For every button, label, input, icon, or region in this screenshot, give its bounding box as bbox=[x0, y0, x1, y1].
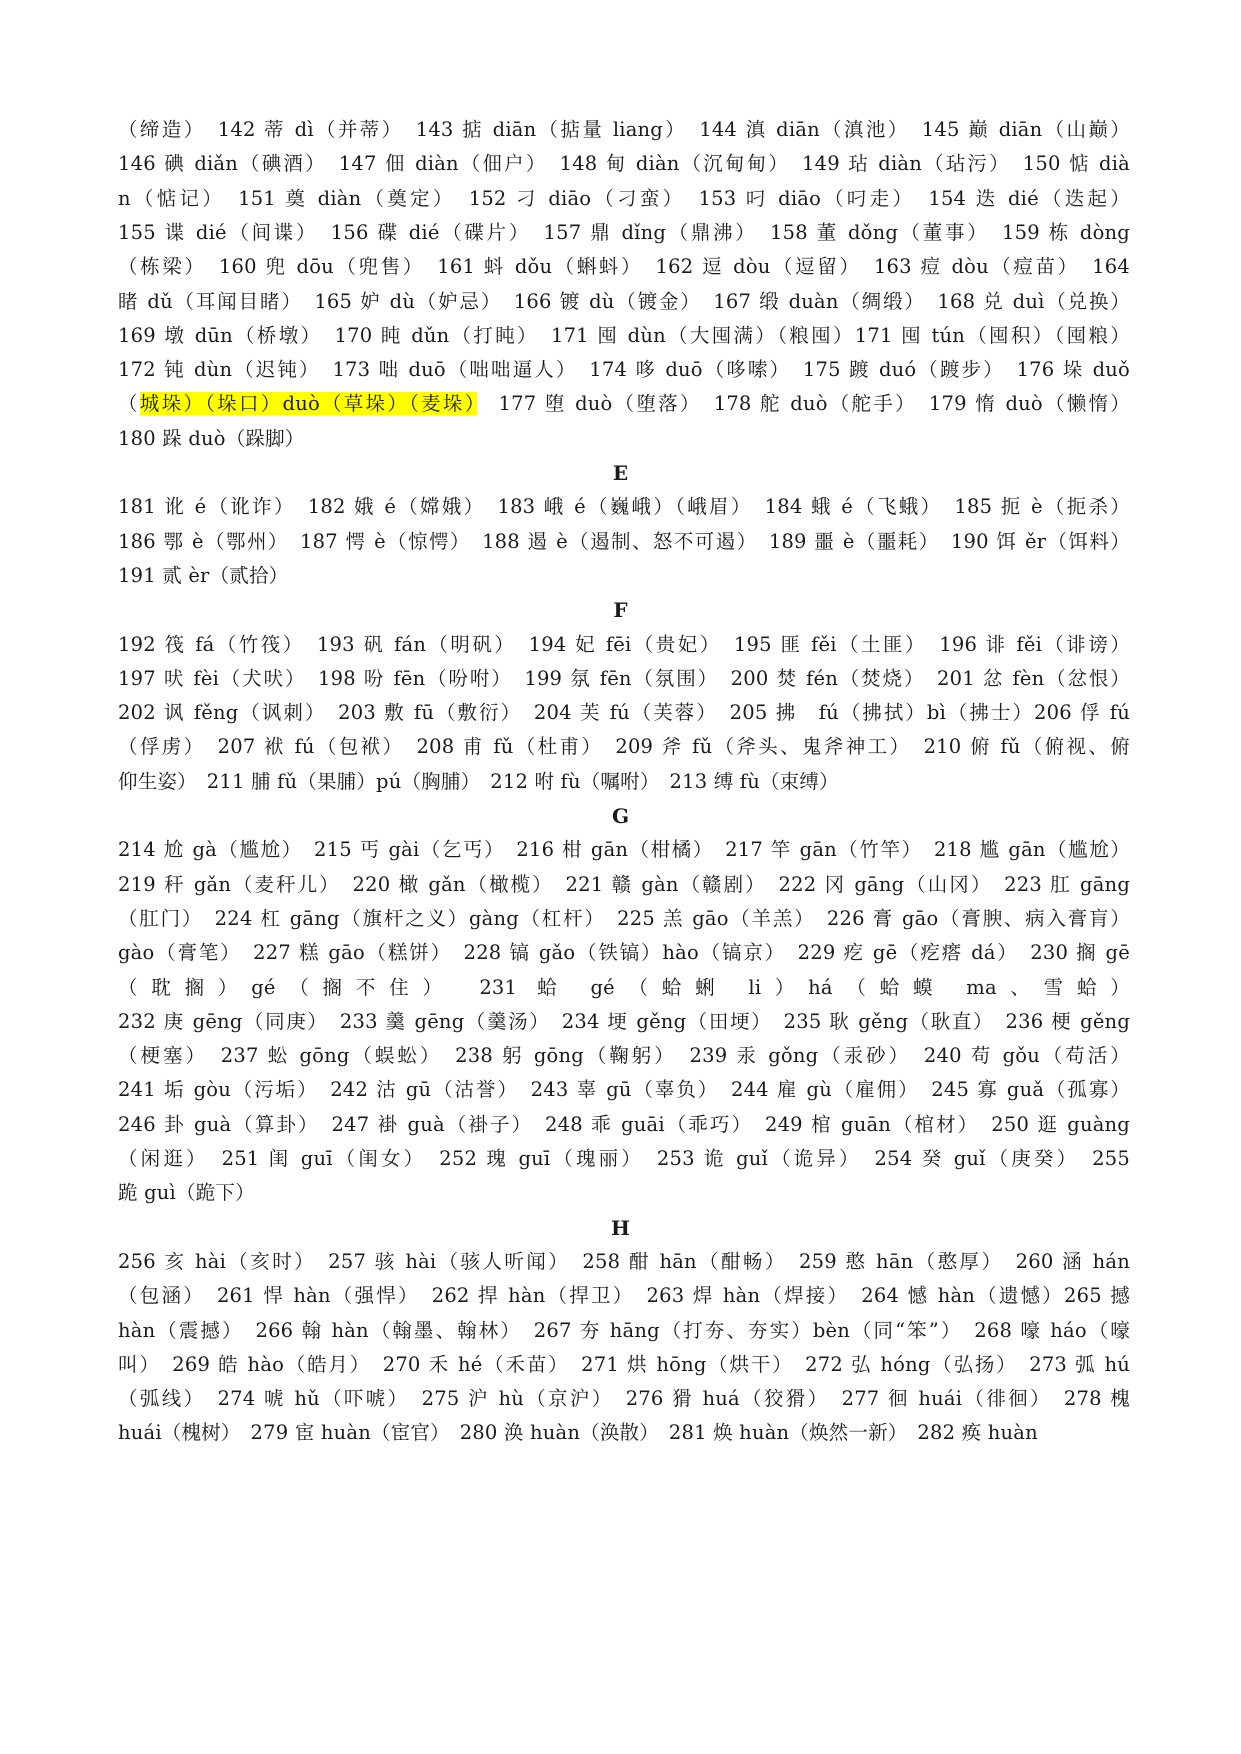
text-line bbox=[118, 1108, 1130, 1142]
line-text: 214 尬 gà（尴尬） 215 丐 gài（乞丐） 216 柑 gān（柑橘） 217 竿 gān（竹竿） 218 尴 gān（尴尬） bbox=[118, 838, 1130, 862]
line-text: （俘虏） 207 袱 fú（包袱） 208 甫 fǔ（杜甫） 209 斧 fǔ（斧头、鬼斧神工） 210 俯 fǔ（俯视、俯 bbox=[118, 735, 1130, 759]
text-line bbox=[118, 422, 1130, 456]
text-line bbox=[118, 833, 1130, 867]
text-line bbox=[118, 182, 1130, 216]
text-line bbox=[118, 696, 1130, 730]
text-line bbox=[118, 319, 1130, 353]
text-line bbox=[118, 936, 1130, 970]
text-line bbox=[118, 1005, 1130, 1039]
line-text: （梗塞） 237 蚣 gōng（蜈蚣） 238 躬 gōng（鞠躬） 239 汞 gǒng（汞砂） 240 苟 gǒu（苟活） bbox=[118, 1044, 1130, 1068]
text-line bbox=[118, 1039, 1130, 1073]
text-line bbox=[118, 216, 1130, 250]
line-text: 246 卦 guà（算卦） 247 褂 guà（褂子） 248 乖 guāi（乖巧） 249 棺 guān（棺材） 250 逛 guàng bbox=[118, 1112, 1130, 1136]
line-text: n（惦记） 151 奠 diàn（奠定） 152 刁 diāo（刁蛮） 153 叼 diāo（叼走） 154 迭 dié（迭起） bbox=[118, 186, 1130, 210]
text-line bbox=[118, 1348, 1130, 1382]
line-text: 叫） 269 皓 hào（皓月） 270 禾 hé（禾苗） 271 烘 hōng（烘干） 272 弘 hóng（弘扬） 273 弧 hú bbox=[118, 1352, 1130, 1376]
line-text: 191 贰 èr（贰拾） bbox=[118, 563, 289, 587]
text-line bbox=[118, 662, 1130, 696]
text-line bbox=[118, 868, 1130, 902]
line-text: （包涵） 261 悍 hàn（强悍） 262 捍 hàn（捍卫） 263 焊 hàn（焊接） 264 憾 hàn（遗憾）265 撼 bbox=[118, 1284, 1130, 1308]
line-text: 仰生姿） 211 脯 fǔ（果脯）pú（胸脯） 212 咐 fù（嘱咐） 213 缚 fù（束缚） bbox=[118, 769, 839, 793]
text-line bbox=[118, 387, 1130, 421]
line-text: hàn（震撼） 266 翰 hàn（翰墨、翰林） 267 夯 hāng（打夯、夯实）bèn（同“笨”） 268 嚎 háo（嚎 bbox=[118, 1318, 1130, 1342]
text-line bbox=[118, 490, 1130, 524]
text-line bbox=[118, 1416, 1130, 1450]
line-text: 256 亥 hài（亥时） 257 骇 hài（骇人听闻） 258 酣 hān（酣畅） 259 憨 hān（憨厚） 260 涵 hán bbox=[118, 1249, 1130, 1273]
text-line bbox=[118, 147, 1130, 181]
text-line bbox=[118, 1176, 1130, 1210]
line-text: （缔造） 142 蒂 dì（并蒂） 143 掂 diān（掂量 liang） 144 滇 diān（滇池） 145 巅 diān（山巅） bbox=[118, 118, 1130, 141]
line-text: 192 筏 fá（竹筏） 193 矾 fán（明矾） 194 妃 fēi（贵妃） 195 匪 fěi（土匪） 196 诽 fěi（诽谤） bbox=[118, 632, 1130, 656]
text-line bbox=[118, 1245, 1130, 1279]
text-line bbox=[118, 1142, 1130, 1176]
text-line bbox=[118, 1073, 1130, 1107]
line-text: 172 钝 dùn（迟钝） 173 咄 duō（咄咄逼人） 174 哆 duō（哆嗦） 175 踱 duó（踱步） 176 垛 duǒ bbox=[118, 358, 1130, 382]
line-text: 180 跺 duò（跺脚） bbox=[118, 426, 305, 450]
line-text: （弧线） 274 唬 hǔ（吓唬） 275 沪 hù（京沪） 276 猾 huá（狡猾） 277 徊 huái（徘徊） 278 槐 bbox=[118, 1387, 1130, 1411]
line-text: huái（槐树） 279 宦 huàn（宦官） 280 涣 huàn（涣散） 281 焕 huàn（焕然一新） 282 痪 huàn bbox=[118, 1421, 1038, 1445]
text-line bbox=[118, 730, 1130, 764]
section-heading: G bbox=[611, 804, 630, 828]
line-text: 181 讹 é（讹诈） 182 娥 é（嫦娥） 183 峨 é（巍峨）（峨眉） 184 蛾 é（飞蛾） 185 扼 è（扼杀） bbox=[118, 495, 1130, 519]
text-line bbox=[118, 1314, 1130, 1348]
section-heading: E bbox=[612, 461, 629, 485]
text-line bbox=[118, 525, 1130, 559]
line-text: 跪 guì（跪下） bbox=[118, 1181, 255, 1205]
line-text: （肛门） 224 杠 gāng（旗杆之义）gàng（杠杆） 225 羔 gāo（羊羔） 226 膏 gāo（膏腴、病入膏肓） bbox=[118, 906, 1130, 930]
text-line bbox=[118, 1279, 1130, 1313]
line-text: 241 垢 gòu（污垢） 242 沽 gū（沽誉） 243 辜 gū（辜负） 244 雇 gù（雇佣） 245 寡 guǎ（孤寡） bbox=[118, 1078, 1130, 1102]
line-text: 202 讽 fěng（讽刺） 203 敷 fū（敷衍） 204 芙 fú（芙蓉） 205 拂 fú（拂拭）bì（拂士）206 俘 fú bbox=[118, 701, 1130, 725]
line-text: 232 庚 gēng（同庚） 233 羹 gēng（羹汤） 234 埂 gěng（田埂） 235 耿 gěng（耿直） 236 梗 gěng bbox=[118, 1009, 1130, 1033]
text-line bbox=[118, 250, 1130, 284]
text-line bbox=[118, 902, 1130, 936]
text-line bbox=[118, 765, 1130, 799]
line-text: （ bbox=[118, 392, 140, 416]
section-heading: H bbox=[611, 1215, 630, 1240]
text-line bbox=[118, 285, 1130, 319]
line-text: （闲逛） 251 闺 guī（闺女） 252 瑰 guī（瑰丽） 253 诡 guǐ（诡异） 254 癸 guǐ（庚癸） 255 bbox=[118, 1147, 1130, 1170]
text-line bbox=[118, 971, 1130, 1005]
section-heading: F bbox=[613, 598, 628, 623]
highlighted-text: 城垛）（垛口）duò（草垛）（麦垛） bbox=[139, 392, 477, 416]
line-text: 197 吠 fèi（犬吠） 198 吩 fēn（吩咐） 199 氛 fēn（氛围） 200 焚 fén（焚烧） 201 忿 fèn（忿恨） bbox=[118, 666, 1130, 690]
line-text: 146 碘 diǎn（碘酒） 147 佃 diàn（佃户） 148 甸 diàn（沉甸甸） 149 玷 diàn（玷污） 150 惦 dià bbox=[118, 152, 1130, 176]
line-text: 186 鄂 è（鄂州） 187 愕 è（惊愕） 188 遏 è（遏制、怒不可遏） 189 噩 è（噩耗） 190 饵 ěr（饵料） bbox=[118, 529, 1130, 553]
text-line bbox=[118, 113, 1130, 147]
line-text: gào（膏笔） 227 糕 gāo（糕饼） 228 镐 gǎo（铁镐）hào（镐京） 229 疙 gē（疙瘩 dá） 230 搁 gē bbox=[118, 941, 1130, 965]
line-text: 219 秆 gǎn（麦秆儿） 220 橄 gǎn（橄榄） 221 赣 gàn（赣剧） 222 冈 gāng（山冈） 223 肛 gāng bbox=[118, 872, 1130, 896]
text-line bbox=[118, 1382, 1130, 1416]
line-text: （栋梁） 160 兜 dōu（兜售） 161 蚪 dǒu（蝌蚪） 162 逗 dòu（逗留） 163 痘 dòu（痘苗） 164 bbox=[118, 255, 1130, 279]
line-text: 睹 dǔ（耳闻目睹） 165 妒 dù（妒忌） 166 镀 dù（镀金） 167 缎 duàn（绸缎） 168 兑 duì（兑换） bbox=[118, 289, 1130, 313]
text-line bbox=[118, 628, 1130, 662]
line-text: 177 堕 duò（堕落） 178 舵 duò（舵手） 179 惰 duò（懒惰） bbox=[476, 392, 1130, 416]
line-text: 169 墩 dūn（桥墩） 170 盹 dǔn（打盹） 171 囤 dùn（大囤满）（粮囤）171 囤 tún（囤积）（囤粮） bbox=[118, 323, 1130, 347]
line-text: 155 谍 dié（间谍） 156 碟 dié（碟片） 157 鼎 dǐng（鼎沸） 158 董 dǒng（董事） 159 栋 dòng bbox=[118, 220, 1130, 244]
text-line bbox=[118, 353, 1130, 387]
text-line bbox=[118, 559, 1130, 593]
line-text: （耽搁）gé（搁不住） 231 蛤 gé（蛤蜊 li）há（蛤蟆 ma、雪蛤） bbox=[118, 975, 1130, 999]
